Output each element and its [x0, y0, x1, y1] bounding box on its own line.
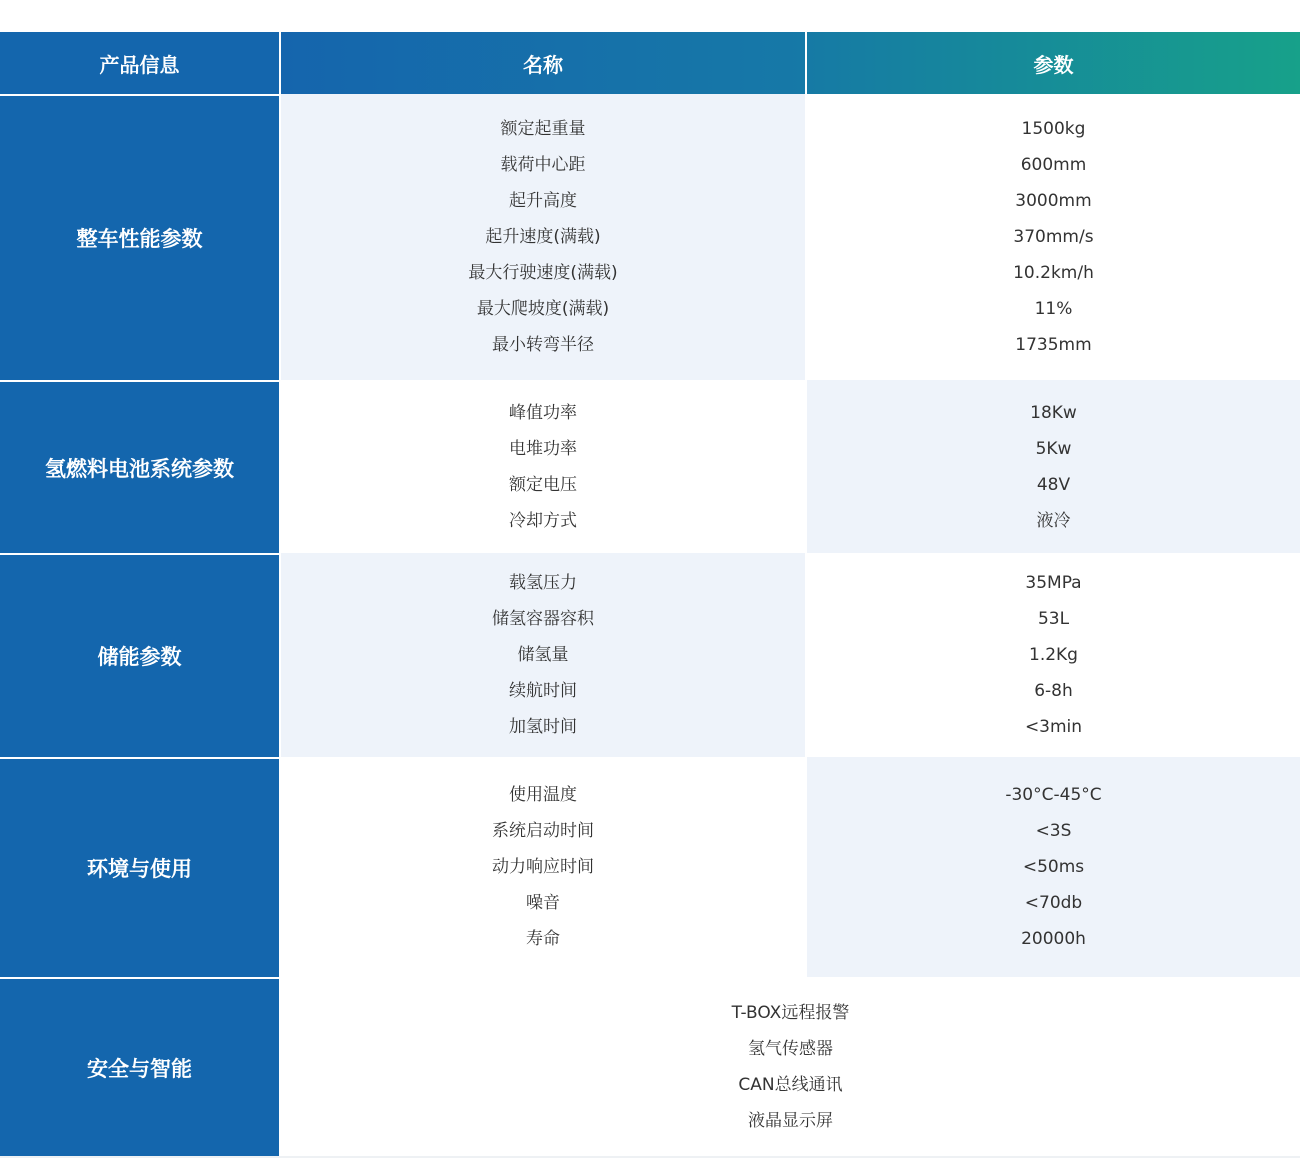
param-name: 寿命: [526, 929, 560, 949]
param-name: 储氢容器容积: [492, 609, 594, 629]
param-name: 载荷中心距: [500, 155, 586, 175]
param-value: <3S: [1035, 821, 1072, 841]
param-value: 1500kg: [1021, 119, 1086, 139]
table-header: [0, 32, 1300, 94]
param-name: 峰值功率: [509, 402, 577, 423]
param-name: 动力响应时间: [492, 857, 594, 877]
param-name: 冷却方式: [509, 510, 577, 531]
param-value: 11%: [1034, 299, 1073, 319]
param-value: 370mm/s: [1013, 227, 1094, 247]
name-column: [281, 553, 805, 757]
feature-item: CAN总线通讯: [738, 1075, 843, 1095]
param-name: 系统启动时间: [492, 821, 594, 841]
section-fuel-cell-system: [0, 380, 1300, 553]
section-title: 储能参数: [0, 553, 279, 757]
param-value: 53L: [1037, 609, 1070, 629]
feature-item: T-BOX远程报警: [731, 1003, 850, 1023]
param-value: <3min: [1024, 717, 1083, 737]
section-environment-usage: [0, 757, 1300, 977]
param-name: 最大行驶速度(满载): [468, 263, 618, 283]
param-name: 续航时间: [509, 681, 577, 701]
param-value: 液冷: [1036, 510, 1071, 531]
section-title: 安全与智能: [0, 977, 279, 1157]
param-value: 48V: [1036, 474, 1071, 495]
name-column: [281, 757, 805, 977]
param-name: 储氢量: [517, 645, 569, 665]
value-column: [807, 94, 1300, 380]
param-name: 起升速度(满载): [485, 227, 601, 247]
param-name: 额定起重量: [500, 119, 586, 139]
param-name: 额定电压: [509, 474, 577, 495]
param-name: 载氢压力: [509, 573, 577, 593]
section-title: 氢燃料电池系统参数: [0, 380, 279, 553]
section-vehicle-performance: [0, 94, 1300, 380]
param-value: 600mm: [1020, 155, 1087, 175]
value-column: [807, 757, 1300, 977]
param-value: -30°C-45°C: [1005, 785, 1102, 805]
section-title: 整车性能参数: [0, 94, 279, 380]
param-value: 1735mm: [1015, 335, 1092, 355]
param-name: 起升高度: [509, 191, 577, 211]
value-column: [807, 380, 1300, 553]
param-name: 噪音: [526, 893, 560, 913]
param-value: 6-8h: [1034, 681, 1073, 701]
param-value: 35MPa: [1025, 573, 1082, 593]
param-name: 使用温度: [509, 785, 577, 805]
header-category: 产品信息: [0, 32, 279, 94]
param-value: 10.2km/h: [1013, 263, 1094, 283]
param-name: 电堆功率: [509, 438, 577, 459]
section-safety-intelligence: [0, 977, 1300, 1157]
name-column: [281, 380, 805, 553]
param-name: 最大爬坡度(满载): [476, 299, 610, 319]
param-value: 3000mm: [1015, 191, 1092, 211]
feature-column: [281, 977, 1300, 1157]
param-value: <50ms: [1022, 857, 1085, 877]
feature-item: 氢气传感器: [748, 1039, 833, 1059]
param-value: <70db: [1024, 893, 1083, 913]
table-bottom-divider: [0, 1156, 1300, 1158]
section-energy-storage: [0, 553, 1300, 757]
param-value: 20000h: [1021, 929, 1086, 949]
name-column: [281, 94, 805, 380]
param-name: 加氢时间: [509, 717, 577, 737]
param-name: 最小转弯半径: [492, 335, 594, 355]
header-name: 名称: [281, 32, 805, 94]
header-value: 参数: [807, 32, 1300, 94]
feature-item: 液晶显示屏: [748, 1111, 833, 1131]
section-title: 环境与使用: [0, 757, 279, 977]
param-value: 1.2Kg: [1029, 645, 1078, 665]
param-value: 18Kw: [1030, 402, 1077, 423]
spec-table: [0, 32, 1300, 1157]
value-column: [807, 553, 1300, 757]
param-value: 5Kw: [1035, 438, 1072, 459]
